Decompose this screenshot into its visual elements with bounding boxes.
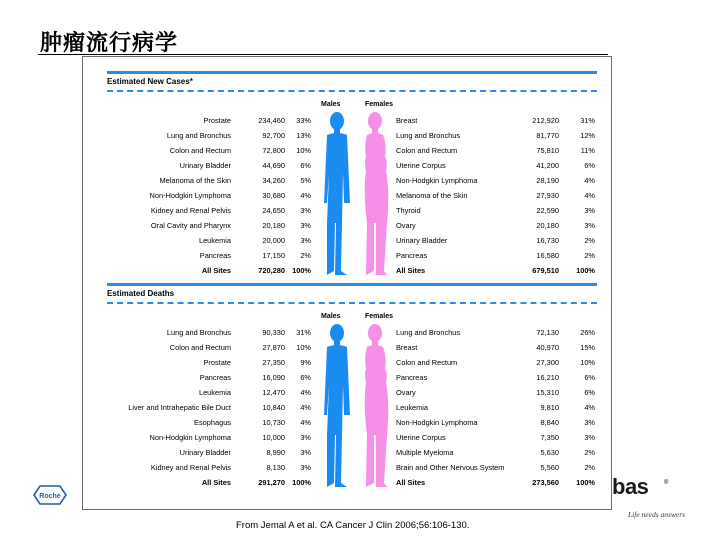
table-row — [107, 218, 597, 233]
male-site: All Sites — [201, 478, 231, 487]
female-site: Non-Hodgkin Lymphoma — [396, 418, 478, 427]
male-site: Esophagus — [194, 418, 231, 427]
female-percent: 3% — [584, 221, 595, 230]
female-percent: 3% — [584, 206, 595, 215]
male-percent: 3% — [300, 236, 311, 245]
female-site: Colon and Rectum — [396, 358, 458, 367]
male-count: 10,840 — [262, 403, 285, 412]
male-site: Pancreas — [199, 373, 231, 382]
female-count: 22,590 — [536, 206, 559, 215]
female-percent: 4% — [584, 191, 595, 200]
male-percent: 3% — [300, 463, 311, 472]
female-count: 16,730 — [536, 236, 559, 245]
section-rule — [107, 71, 597, 74]
female-site: Lung and Bronchus — [396, 131, 461, 140]
female-percent: 12% — [580, 131, 595, 140]
male-percent: 3% — [300, 448, 311, 457]
male-percent: 6% — [300, 161, 311, 170]
male-count: 30,680 — [262, 191, 285, 200]
female-site: All Sites — [396, 478, 426, 487]
male-site: Kidney and Renal Pelvis — [150, 463, 231, 472]
female-percent: 100% — [576, 266, 595, 275]
male-count: 90,330 — [262, 328, 285, 337]
section-dashed-rule — [107, 90, 597, 92]
table-row — [107, 400, 597, 415]
female-site: Non-Hodgkin Lymphoma — [396, 176, 478, 185]
male-site: Non-Hodgkin Lymphoma — [149, 433, 231, 442]
cancer-statistics-figure — [82, 56, 612, 510]
female-count: 75,810 — [536, 146, 559, 155]
male-percent: 2% — [300, 251, 311, 260]
table-row — [107, 340, 597, 355]
female-site: Colon and Rectum — [396, 146, 458, 155]
male-count: 720,280 — [258, 266, 285, 275]
female-site: Ovary — [396, 221, 416, 230]
male-site: Non-Hodgkin Lymphoma — [149, 191, 231, 200]
male-percent: 13% — [296, 131, 311, 140]
female-site: Uterine Corpus — [396, 161, 446, 170]
males-label: Males — [321, 313, 341, 320]
female-count: 40,970 — [536, 343, 559, 352]
male-percent: 4% — [300, 403, 311, 412]
female-percent: 15% — [580, 343, 595, 352]
female-count: 20,180 — [536, 221, 559, 230]
females-label: Females — [365, 101, 394, 108]
female-percent: 3% — [584, 433, 595, 442]
male-site: Leukemia — [198, 236, 231, 245]
female-count: 8,840 — [540, 418, 559, 427]
female-percent: 4% — [584, 176, 595, 185]
table-row — [107, 188, 597, 203]
female-percent: 11% — [580, 146, 595, 155]
male-percent: 10% — [296, 146, 311, 155]
male-count: 24,650 — [262, 206, 285, 215]
female-site: Pancreas — [396, 373, 428, 382]
new-cases-title: Estimated New Cases* — [107, 77, 193, 86]
female-percent: 6% — [584, 161, 595, 170]
male-site: Oral Cavity and Pharynx — [150, 221, 231, 230]
male-count: 72,800 — [262, 146, 285, 155]
female-percent: 100% — [576, 478, 595, 487]
female-percent: 4% — [584, 403, 595, 412]
male-site: Urinary Bladder — [179, 448, 231, 457]
male-percent: 6% — [300, 373, 311, 382]
section-dashed-rule — [107, 302, 597, 304]
roche-logo-text: Roche — [39, 493, 61, 500]
male-site: Colon and Rectum — [169, 343, 231, 352]
table-row — [107, 113, 597, 128]
total-row — [107, 475, 597, 490]
male-site: Pancreas — [199, 251, 231, 260]
female-site: Lung and Bronchus — [396, 328, 461, 337]
male-count: 27,870 — [262, 343, 285, 352]
male-count: 17,150 — [262, 251, 285, 260]
roche-logo — [30, 484, 70, 506]
male-count: 234,460 — [258, 116, 285, 125]
female-count: 16,210 — [536, 373, 559, 382]
table-row — [107, 445, 597, 460]
female-site: Breast — [396, 343, 418, 352]
registered-mark: ® — [664, 480, 669, 486]
slide-title: 肿瘤流行病学 — [40, 31, 179, 56]
female-percent: 2% — [584, 463, 595, 472]
table-row — [107, 203, 597, 218]
male-count: 20,000 — [262, 236, 285, 245]
female-site: Leukemia — [396, 403, 429, 412]
female-percent: 2% — [584, 448, 595, 457]
female-percent: 2% — [584, 251, 595, 260]
table-row — [107, 415, 597, 430]
table-row — [107, 325, 597, 340]
male-percent: 100% — [292, 266, 311, 275]
female-count: 5,560 — [540, 463, 559, 472]
male-count: 8,990 — [266, 448, 285, 457]
female-site: All Sites — [396, 266, 426, 275]
table-row — [107, 355, 597, 370]
male-site: Lung and Bronchus — [166, 131, 231, 140]
male-count: 10,000 — [262, 433, 285, 442]
female-count: 273,560 — [532, 478, 559, 487]
title-divider — [38, 54, 608, 55]
male-count: 291,270 — [258, 478, 285, 487]
male-site: Prostate — [203, 358, 231, 367]
female-percent: 3% — [584, 418, 595, 427]
male-percent: 4% — [300, 388, 311, 397]
male-percent: 3% — [300, 433, 311, 442]
female-percent: 6% — [584, 373, 595, 382]
female-count: 212,920 — [532, 116, 559, 125]
male-count: 92,700 — [262, 131, 285, 140]
female-site: Brain and Other Nervous System — [396, 463, 505, 472]
male-percent: 100% — [292, 478, 311, 487]
table-row — [107, 248, 597, 263]
new-cases-section — [107, 71, 597, 277]
table-row — [107, 128, 597, 143]
table-row — [107, 385, 597, 400]
male-count: 16,090 — [262, 373, 285, 382]
male-count: 8,130 — [266, 463, 285, 472]
male-percent: 33% — [296, 116, 311, 125]
table-row — [107, 370, 597, 385]
male-count: 44,690 — [262, 161, 285, 170]
male-percent: 9% — [300, 358, 311, 367]
male-site: Colon and Rectum — [169, 146, 231, 155]
female-count: 7,350 — [540, 433, 559, 442]
female-count: 27,300 — [536, 358, 559, 367]
table-row — [107, 143, 597, 158]
female-count: 81,770 — [536, 131, 559, 140]
male-percent: 3% — [300, 221, 311, 230]
biobas-logo: bas — [612, 474, 649, 499]
logo-tagline: Life needs answers — [628, 510, 686, 519]
males-label: Males — [321, 101, 341, 108]
female-count: 27,930 — [536, 191, 559, 200]
male-count: 12,470 — [262, 388, 285, 397]
female-site: Uterine Corpus — [396, 433, 446, 442]
male-site: Urinary Bladder — [179, 161, 231, 170]
table-row — [107, 430, 597, 445]
male-percent: 4% — [300, 418, 311, 427]
female-percent: 10% — [580, 358, 595, 367]
table-row — [107, 158, 597, 173]
females-label: Females — [365, 313, 394, 320]
section-rule — [107, 283, 597, 286]
male-count: 34,260 — [262, 176, 285, 185]
female-count: 72,130 — [536, 328, 559, 337]
female-percent: 2% — [584, 236, 595, 245]
female-percent: 26% — [580, 328, 595, 337]
female-count: 9,810 — [540, 403, 559, 412]
male-site: Lung and Bronchus — [166, 328, 231, 337]
male-count: 20,180 — [262, 221, 285, 230]
female-site: Breast — [396, 116, 418, 125]
male-count: 27,350 — [262, 358, 285, 367]
total-row — [107, 263, 597, 278]
male-site: Melanoma of the Skin — [159, 176, 231, 185]
female-site: Ovary — [396, 388, 416, 397]
female-percent: 6% — [584, 388, 595, 397]
female-count: 5,630 — [540, 448, 559, 457]
deaths-title: Estimated Deaths — [107, 289, 175, 298]
female-site: Pancreas — [396, 251, 428, 260]
female-site: Multiple Myeloma — [396, 448, 454, 457]
male-site: Kidney and Renal Pelvis — [150, 206, 231, 215]
male-percent: 5% — [300, 176, 311, 185]
female-site: Melanoma of the Skin — [396, 191, 468, 200]
female-site: Urinary Bladder — [396, 236, 448, 245]
male-count: 10,730 — [262, 418, 285, 427]
male-site: Leukemia — [198, 388, 231, 397]
table-row — [107, 460, 597, 475]
female-count: 16,580 — [536, 251, 559, 260]
male-site: Prostate — [203, 116, 231, 125]
female-count: 15,310 — [536, 388, 559, 397]
male-percent: 10% — [296, 343, 311, 352]
male-percent: 31% — [296, 328, 311, 337]
table-row — [107, 173, 597, 188]
male-site: All Sites — [201, 266, 231, 275]
female-percent: 31% — [580, 116, 595, 125]
female-site: Thyroid — [396, 206, 421, 215]
female-count: 679,510 — [532, 266, 559, 275]
female-count: 41,200 — [536, 161, 559, 170]
table-row — [107, 233, 597, 248]
female-count: 28,190 — [536, 176, 559, 185]
male-percent: 4% — [300, 191, 311, 200]
male-percent: 3% — [300, 206, 311, 215]
citation: From Jemal A et al. CA Cancer J Clin 2006;56:106-130. — [236, 520, 470, 531]
deaths-section — [107, 283, 597, 493]
male-site: Liver and Intrahepatic Bile Duct — [128, 403, 231, 412]
